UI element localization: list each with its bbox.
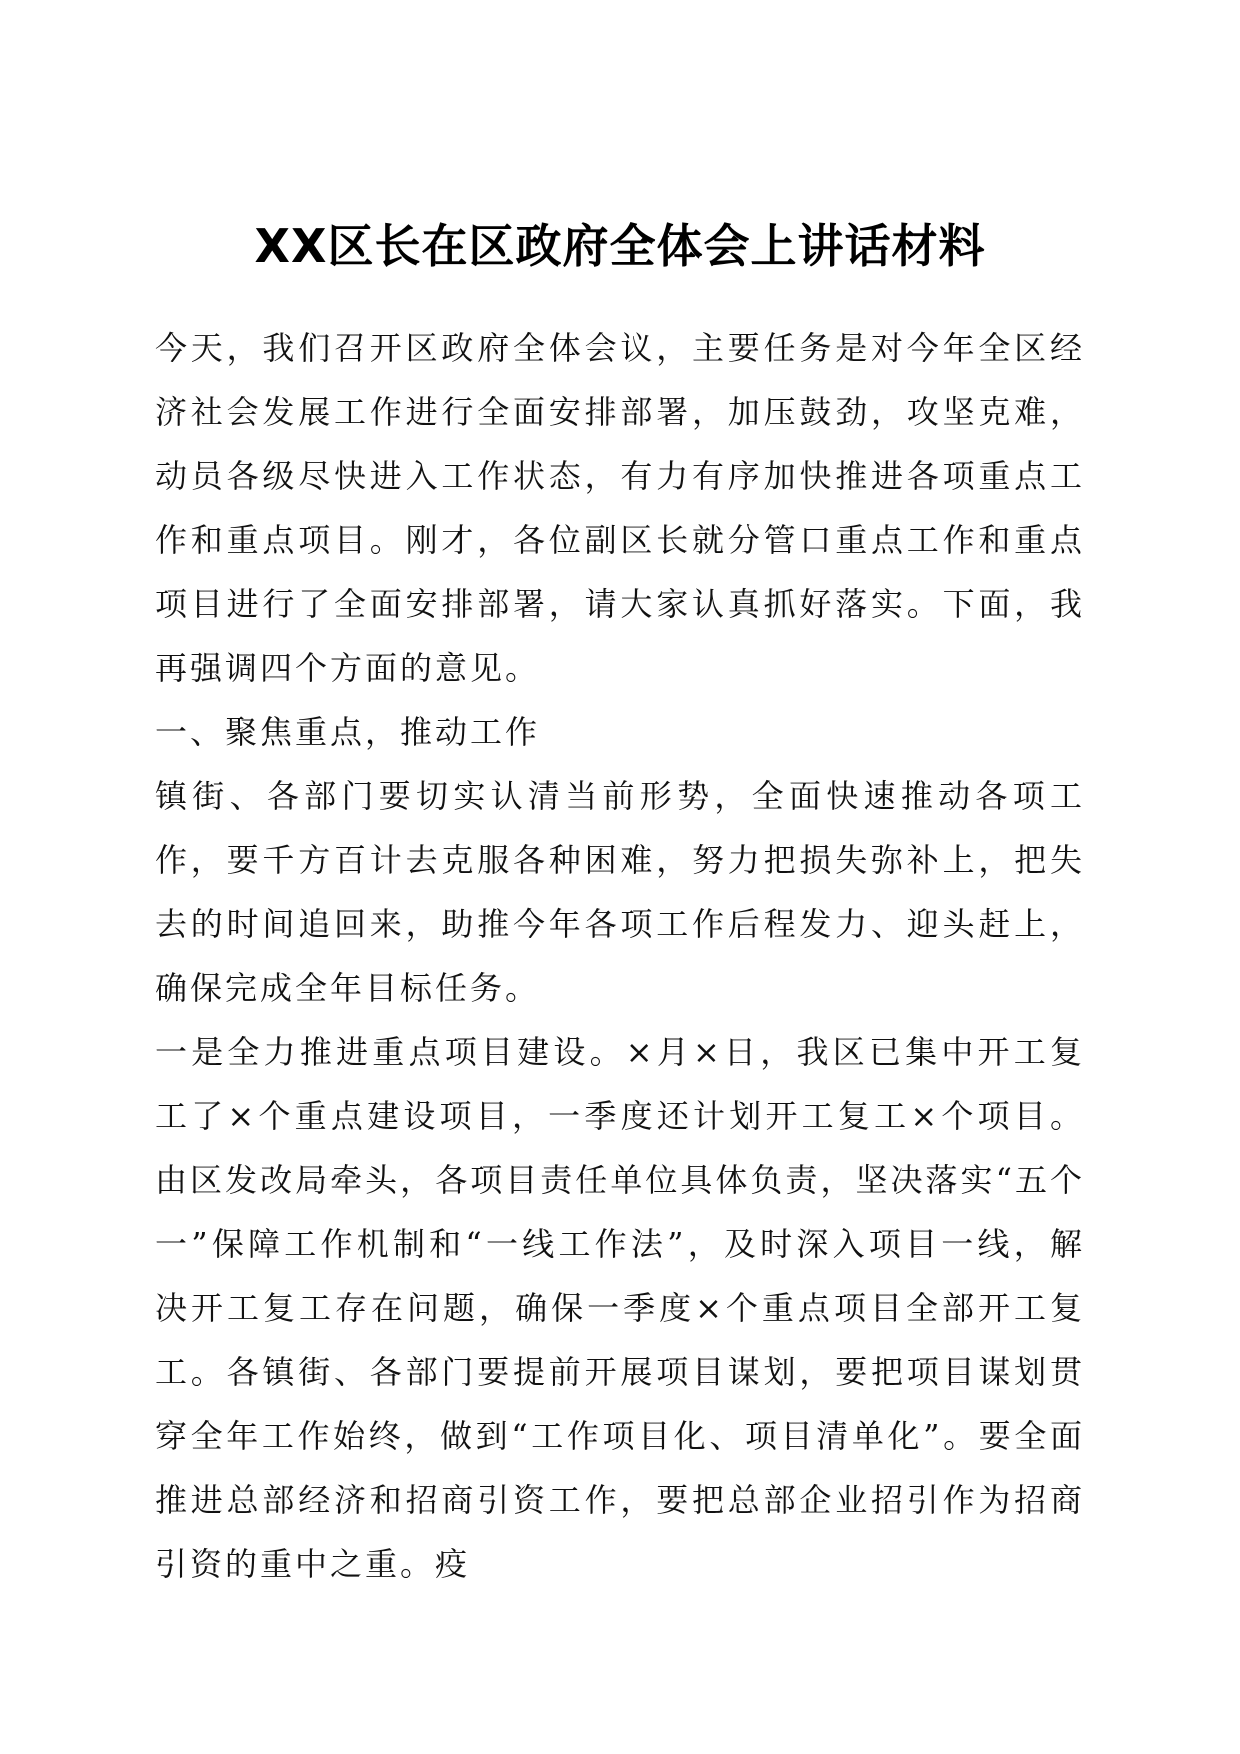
paragraph-key-projects: 一是全力推进重点项目建设。×月×日，我区已集中开工复工了×个重点建设项目，一季度还计划开工复工×个项目。由区发改局牵头，各项目责任单位具体负责，坚决落实“五个一”保障工作机制和“一线工作法”，及时深入项目一线，解决开工复工存在问题，确保一季度×个重点项目全部开工复工。各镇街、各部门要提前开展项目谋划，要把项目谋划贯穿全年工作始终，做到“工作项目化、项目清单化”。要全面推进总部经济和招商引资工作，要把总部企业招引作为招商引资的重中之重。疫: [155, 1033, 1085, 1583]
paragraph-intro: 今天，我们召开区政府全体会议，主要任务是对今年全区经济社会发展工作进行全面安排部署，加压鼓劲，攻坚克难，动员各级尽快进入工作状态，有力有序加快推进各项重点工作和重点项目。刚才，各位副区长就分管口重点工作和重点项目进行了全面安排部署，请大家认真抓好落实。下面，我再强调四个方面的意见。: [155, 329, 1085, 687]
paragraph-section-1: 镇街、各部门要切实认清当前形势，全面快速推动各项工作，要千方百计去克服各种困难，努力把损失弥补上，把失去的时间追回来，助推今年各项工作后程发力、迎头赶上，确保完成全年目标任务。: [155, 777, 1085, 1007]
document-title: XX区长在区政府全体会上讲话材料: [254, 219, 986, 273]
document-body: [155, 316, 1085, 1596]
section-heading-1: 一、聚焦重点，推动工作: [155, 713, 541, 751]
